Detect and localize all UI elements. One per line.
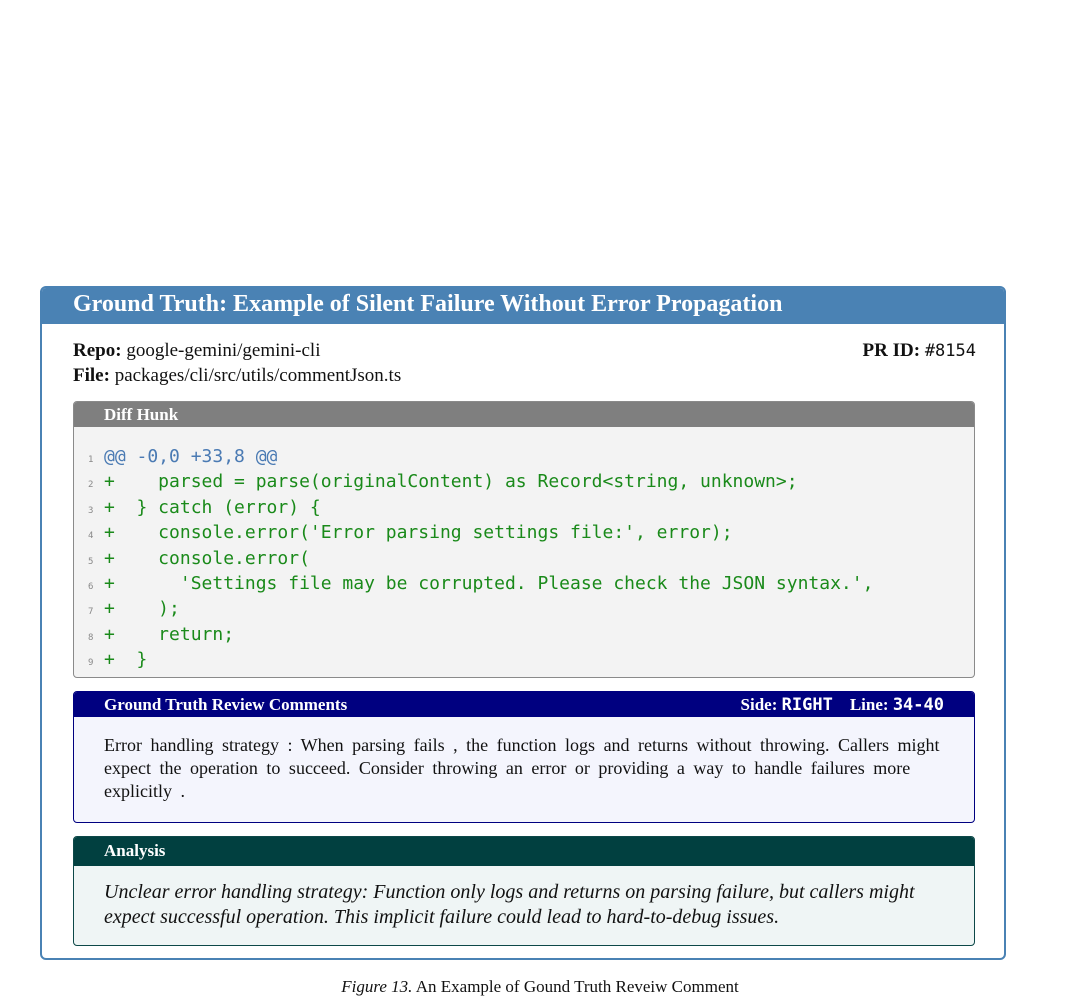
diff-line-text: + console.error( [104,547,310,569]
line-label: Line: [849,695,889,714]
figure-caption [0,977,1080,997]
diff-line [88,548,873,573]
diff-line-text: @@ -0,0 +33,8 @@ [104,446,278,467]
diff-line-text: + ); [104,598,180,620]
diff-line-text: + 'Settings file may be corrupted. Please check the JSON syntax.', [104,573,874,595]
diff-line-text: + } catch (error) { [104,496,321,518]
side-value: RIGHT [781,695,833,715]
diff-hunk-box [73,401,975,678]
line-number: 1 [88,455,94,465]
line-number: 3 [88,505,94,516]
pr-id [863,338,976,364]
review-title: Ground Truth Review Comments [104,695,348,714]
diff-line [88,649,873,674]
line-number: 7 [88,607,94,618]
diff-line-text: + return; [104,623,235,645]
pr-label: PR ID: [862,340,921,361]
line-value: 34-40 [892,695,944,715]
diff-line [88,446,873,471]
diff-code [88,446,873,675]
diff-line-text: + } [104,649,148,671]
file-value: packages/cli/src/utils/commentJson.ts [114,365,402,386]
analysis-box [73,836,975,946]
diff-line-text: + parsed = parse(originalContent) as Record<string, unknown>; [104,471,798,493]
line-number: 9 [88,658,94,669]
analysis-text: Unclear error handling strategy: Function only logs and returns on parsing failure, but callers might expect successful operation. This implicit failure could lead to hard-to-debug issues. [104,881,915,928]
card-title: Ground Truth: Example of Silent Failure Without Error Propagation [42,288,1004,324]
diff-line [88,598,873,623]
file-label: File: [73,365,110,386]
side-label: Side: [740,695,778,714]
diff-line [88,471,873,496]
repo-line [73,338,976,363]
line-number: 8 [88,632,94,643]
caption-label: Figure 13. [341,977,413,996]
caption-text: An Example of Gound Truth Reveiw Comment [415,977,739,996]
ground-truth-card [40,286,1006,960]
line-number: 4 [88,531,94,542]
review-comments-box [73,691,975,823]
card-meta [73,338,976,388]
review-comment-text: Error handling strategy : When parsing fails , the function logs and returns without throwing. Callers might expect the operation to succeed. Consider throwing an error or providing a way to handle failures more explicitly . [104,735,940,801]
diff-line [88,573,873,598]
review-header [74,692,974,717]
diff-line [88,624,873,649]
diff-line-text: + console.error('Error parsing settings file:', error); [104,522,733,544]
diff-hunk-header: Diff Hunk [74,402,974,427]
analysis-header: Analysis [74,837,974,866]
review-location [741,692,944,718]
diff-line [88,497,873,522]
line-number: 2 [88,480,94,491]
line-number: 6 [88,582,94,593]
pr-value: #8154 [924,341,976,361]
repo-label: Repo: [73,340,122,361]
diff-line [88,522,873,547]
line-number: 5 [88,556,94,567]
file-line [73,363,976,388]
repo-value: google-gemini/gemini-cli [126,340,321,361]
